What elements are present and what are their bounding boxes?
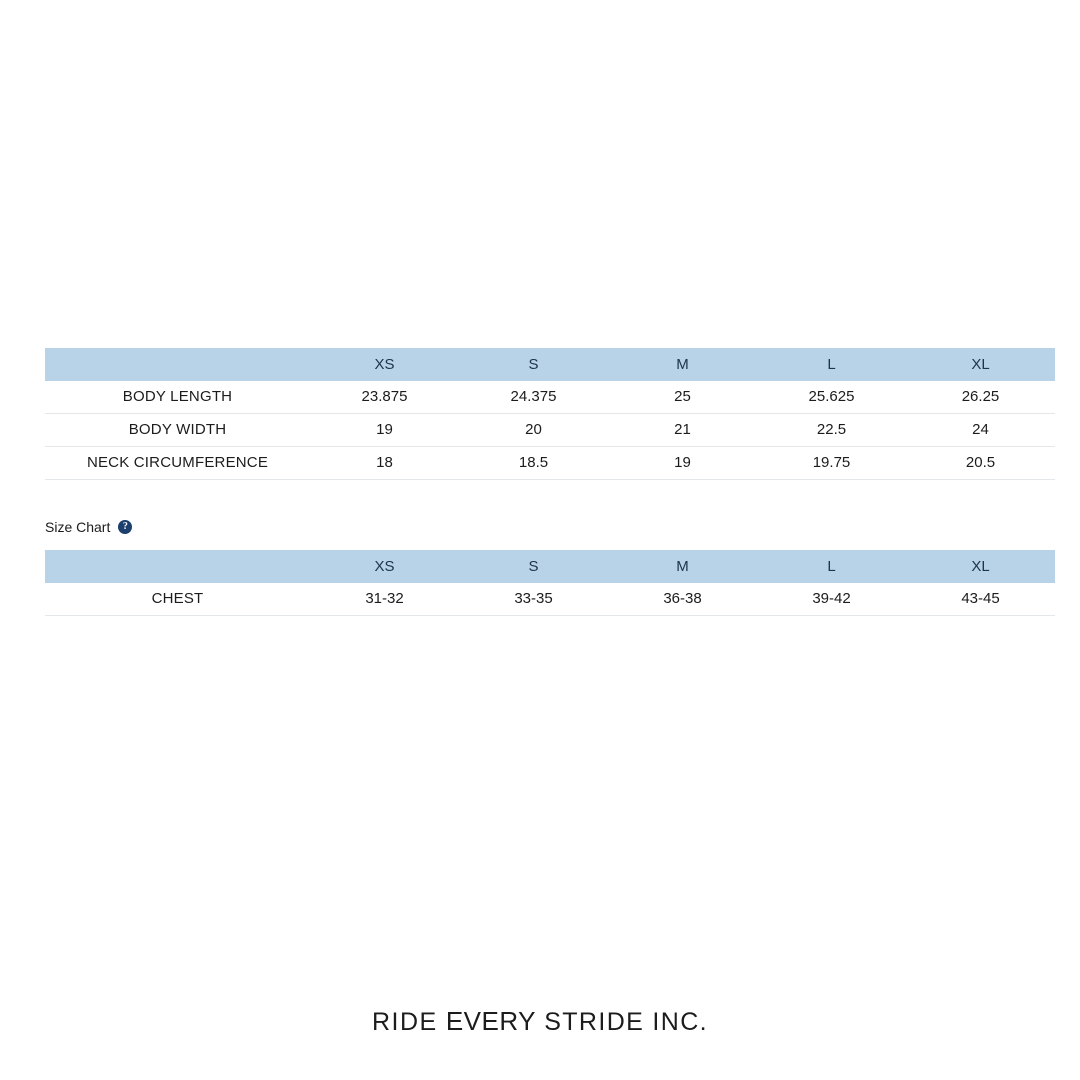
table-row [45, 583, 1055, 616]
table-row [45, 381, 1055, 414]
measurement-table [45, 348, 1055, 480]
cell-body-length-xs: 23.875 [310, 381, 459, 414]
chart-column-header-m: M [608, 550, 757, 583]
cell-neck-l: 19.75 [757, 447, 906, 480]
size-chart-table-header [45, 550, 1055, 583]
brand-space-1 [438, 1008, 446, 1036]
column-header-blank [45, 348, 310, 381]
cell-body-length-m: 25 [608, 381, 757, 414]
chart-column-header-xl: XL [906, 550, 1055, 583]
brand-wordmark [0, 1006, 1080, 1037]
brand-word-inc: INC. [652, 1008, 709, 1036]
cell-chest-s: 33-35 [459, 583, 608, 616]
cell-neck-xs: 18 [310, 447, 459, 480]
row-label-neck-circumference: NECK CIRCUMFERENCE [45, 447, 310, 480]
measurement-table-body [45, 381, 1055, 480]
size-chart-table-block [45, 550, 1055, 616]
cell-neck-s: 18.5 [459, 447, 608, 480]
cell-chest-xs: 31-32 [310, 583, 459, 616]
cell-body-length-l: 25.625 [757, 381, 906, 414]
cell-body-width-xs: 19 [310, 414, 459, 447]
cell-chest-m: 36-38 [608, 583, 757, 616]
size-chart-label: Size Chart [45, 519, 111, 535]
table-row [45, 447, 1055, 480]
brand-word-every: EVERY [445, 1006, 537, 1036]
brand-space-2 [536, 1008, 544, 1036]
column-header-m: M [608, 348, 757, 381]
chart-column-header-l: L [757, 550, 906, 583]
column-header-s: S [459, 348, 608, 381]
cell-chest-xl: 43-45 [906, 583, 1055, 616]
column-header-l: L [757, 348, 906, 381]
cell-neck-xl: 20.5 [906, 447, 1055, 480]
row-label-body-width: BODY WIDTH [45, 414, 310, 447]
chart-column-header-xs: XS [310, 550, 459, 583]
brand-word-stride: STRIDE [544, 1008, 645, 1036]
cell-body-width-xl: 24 [906, 414, 1055, 447]
measurement-table-block [45, 348, 1055, 480]
measurement-table-header [45, 348, 1055, 381]
table-header-row [45, 550, 1055, 583]
cell-body-width-s: 20 [459, 414, 608, 447]
cell-body-width-l: 22.5 [757, 414, 906, 447]
column-header-xs: XS [310, 348, 459, 381]
chart-column-header-s: S [459, 550, 608, 583]
column-header-xl: XL [906, 348, 1055, 381]
table-header-row [45, 348, 1055, 381]
table-row [45, 414, 1055, 447]
brand-word-ride: RIDE [371, 1008, 438, 1036]
chart-column-header-blank [45, 550, 310, 583]
size-chart-table [45, 550, 1055, 616]
cell-neck-m: 19 [608, 447, 757, 480]
size-chart-table-body [45, 583, 1055, 616]
help-circle-icon[interactable]: ? [118, 520, 132, 534]
cell-chest-l: 39-42 [757, 583, 906, 616]
cell-body-width-m: 21 [608, 414, 757, 447]
row-label-chest: CHEST [45, 583, 310, 616]
row-label-body-length: BODY LENGTH [45, 381, 310, 414]
cell-body-length-s: 24.375 [459, 381, 608, 414]
cell-body-length-xl: 26.25 [906, 381, 1055, 414]
size-chart-caption [45, 519, 132, 535]
